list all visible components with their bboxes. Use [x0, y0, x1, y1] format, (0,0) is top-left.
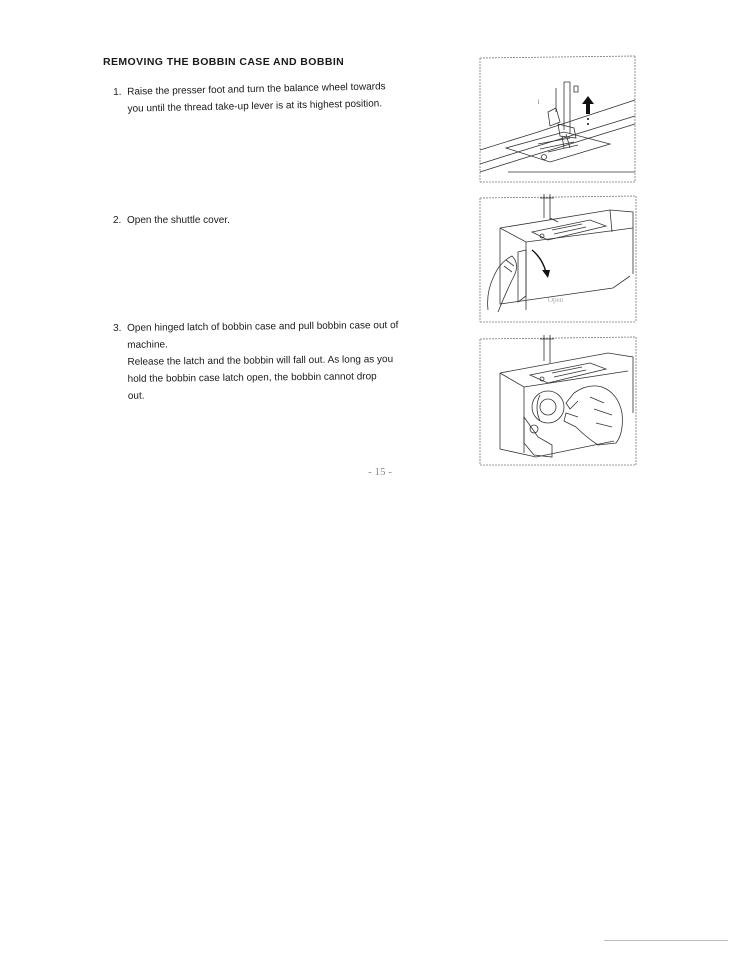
step-2-number: 2.: [113, 215, 122, 226]
step-3-line-3: Release the latch and the bobbin will fall out. As long as you: [127, 354, 394, 368]
page-number: - 15 -: [368, 466, 392, 478]
shuttle-cover-illustration: [478, 192, 640, 326]
step-3-line-2: machine.: [127, 339, 168, 351]
step-1: [113, 77, 444, 118]
step-3-line-4: hold the bobbin case latch open, the bobbin cannot drop: [127, 371, 377, 385]
step-3-line-1: Open hinged latch of bobbin case and pull bobbin case out of: [127, 320, 399, 334]
step-3-line-5: out.: [127, 390, 145, 402]
bobbin-case-illustration: [478, 333, 640, 469]
svg-text:l: l: [538, 100, 540, 106]
step-3-number: 3.: [113, 322, 122, 334]
open-label: Open: [548, 296, 564, 304]
footer-rule: [604, 940, 728, 941]
step-1-line-1: Raise the presser foot and turn the balance wheel towards: [127, 81, 386, 98]
step-3: [113, 317, 444, 405]
page-heading: REMOVING THE BOBBIN CASE AND BOBBIN: [103, 56, 345, 68]
step-2-line-1: Open the shuttle cover.: [127, 215, 230, 226]
presser-foot-illustration: [478, 52, 638, 184]
step-1-number: 1.: [113, 86, 122, 98]
step-1-line-2: you until the thread take-up lever is at its highest position.: [127, 98, 383, 115]
step-2: [113, 212, 443, 229]
